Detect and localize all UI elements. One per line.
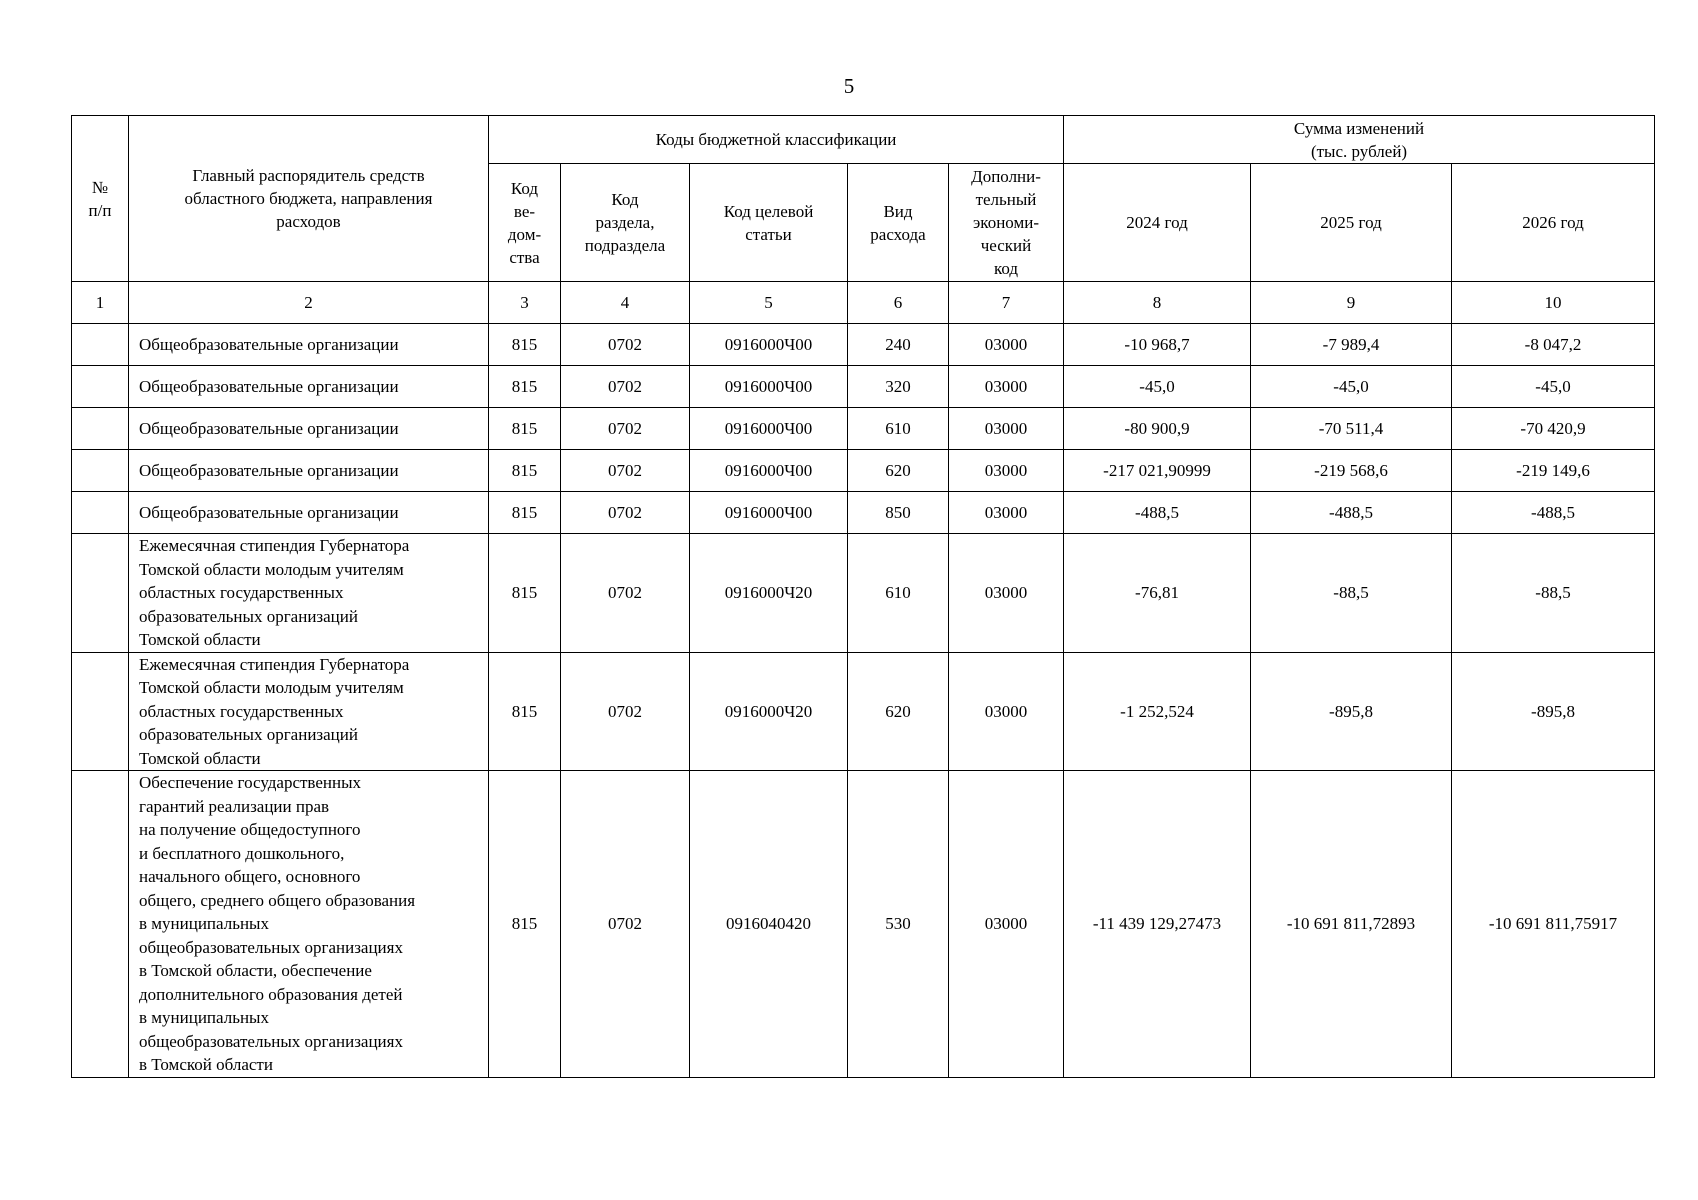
cell-name: Общеобразовательные организации <box>129 366 489 408</box>
column-number: 5 <box>690 282 848 324</box>
cell-target: 0916000Ч20 <box>690 652 848 771</box>
header-econ: Дополни- тельный экономи- ческий код <box>949 164 1064 282</box>
cell-num <box>72 366 129 408</box>
cell-section: 0702 <box>561 408 690 450</box>
column-number: 7 <box>949 282 1064 324</box>
cell-2025: -219 568,6 <box>1251 450 1452 492</box>
cell-section: 0702 <box>561 652 690 771</box>
cell-name: Ежемесячная стипендия Губернатора Томской области молодым учителям областных государственных образовательных организаций Томской области <box>129 534 489 653</box>
cell-num <box>72 408 129 450</box>
cell-section: 0702 <box>561 534 690 653</box>
table-row <box>72 408 1655 450</box>
table-row <box>72 534 1655 653</box>
cell-2026: -488,5 <box>1452 492 1655 534</box>
cell-econ: 03000 <box>949 408 1064 450</box>
cell-expense: 850 <box>848 492 949 534</box>
cell-2026: -70 420,9 <box>1452 408 1655 450</box>
cell-2025: -10 691 811,72893 <box>1251 771 1452 1078</box>
cell-target: 0916000Ч20 <box>690 534 848 653</box>
column-number: 4 <box>561 282 690 324</box>
cell-2024: -10 968,7 <box>1064 324 1251 366</box>
cell-dept: 815 <box>489 324 561 366</box>
cell-dept: 815 <box>489 492 561 534</box>
cell-expense: 320 <box>848 366 949 408</box>
cell-2026: -45,0 <box>1452 366 1655 408</box>
cell-econ: 03000 <box>949 366 1064 408</box>
cell-2025: -88,5 <box>1251 534 1452 653</box>
table-row <box>72 492 1655 534</box>
cell-2025: -70 511,4 <box>1251 408 1452 450</box>
cell-num <box>72 534 129 653</box>
table-row <box>72 324 1655 366</box>
cell-target: 0916000Ч00 <box>690 324 848 366</box>
header-num: № п/п <box>72 116 129 282</box>
table-row <box>72 450 1655 492</box>
table-row <box>72 366 1655 408</box>
cell-2024: -1 252,524 <box>1064 652 1251 771</box>
cell-num <box>72 492 129 534</box>
header-expense: Вид расхода <box>848 164 949 282</box>
cell-2025: -45,0 <box>1251 366 1452 408</box>
cell-2024: -45,0 <box>1064 366 1251 408</box>
column-number-row <box>72 282 1655 324</box>
cell-num <box>72 450 129 492</box>
cell-expense: 530 <box>848 771 949 1078</box>
cell-2025: -488,5 <box>1251 492 1452 534</box>
header-year-2026: 2026 год <box>1452 164 1655 282</box>
budget-changes-table <box>71 115 1655 1078</box>
column-number: 6 <box>848 282 949 324</box>
header-target: Код целевой статьи <box>690 164 848 282</box>
cell-name: Общеобразовательные организации <box>129 324 489 366</box>
cell-name: Ежемесячная стипендия Губернатора Томской области молодым учителям областных государственных образовательных организаций Томской области <box>129 652 489 771</box>
column-number: 9 <box>1251 282 1452 324</box>
cell-2026: -8 047,2 <box>1452 324 1655 366</box>
header-row-top <box>72 116 1655 164</box>
cell-dept: 815 <box>489 652 561 771</box>
table-row <box>72 771 1655 1078</box>
cell-2026: -219 149,6 <box>1452 450 1655 492</box>
cell-2026: -88,5 <box>1452 534 1655 653</box>
cell-expense: 240 <box>848 324 949 366</box>
header-sum-group: Сумма изменений (тыс. рублей) <box>1064 116 1655 164</box>
cell-name: Обеспечение государственных гарантий реализации прав на получение общедоступного и бесплатного дошкольного, начального общего, основного общего, среднего общего образования в муниципальных общеобразовательных организациях в Томской области, обеспечение дополнительного образования детей в муниципальных общеобразовательных организациях в Томской области <box>129 771 489 1078</box>
cell-dept: 815 <box>489 771 561 1078</box>
column-number: 3 <box>489 282 561 324</box>
cell-2024: -80 900,9 <box>1064 408 1251 450</box>
cell-section: 0702 <box>561 492 690 534</box>
column-number: 2 <box>129 282 489 324</box>
cell-name: Общеобразовательные организации <box>129 492 489 534</box>
header-codes-group: Коды бюджетной классификации <box>489 116 1064 164</box>
cell-section: 0702 <box>561 450 690 492</box>
cell-econ: 03000 <box>949 652 1064 771</box>
cell-expense: 610 <box>848 534 949 653</box>
cell-num <box>72 324 129 366</box>
header-dept: Код ве- дом- ства <box>489 164 561 282</box>
cell-econ: 03000 <box>949 324 1064 366</box>
cell-target: 0916000Ч00 <box>690 492 848 534</box>
table-row <box>72 652 1655 771</box>
cell-2026: -10 691 811,75917 <box>1452 771 1655 1078</box>
cell-2026: -895,8 <box>1452 652 1655 771</box>
cell-target: 0916000Ч00 <box>690 408 848 450</box>
header-year-2024: 2024 год <box>1064 164 1251 282</box>
cell-dept: 815 <box>489 534 561 653</box>
cell-2024: -217 021,90999 <box>1064 450 1251 492</box>
cell-target: 0916000Ч00 <box>690 450 848 492</box>
cell-2024: -11 439 129,27473 <box>1064 771 1251 1078</box>
cell-expense: 620 <box>848 450 949 492</box>
cell-num <box>72 771 129 1078</box>
cell-expense: 610 <box>848 408 949 450</box>
cell-dept: 815 <box>489 408 561 450</box>
cell-target: 0916000Ч00 <box>690 366 848 408</box>
cell-2025: -895,8 <box>1251 652 1452 771</box>
cell-econ: 03000 <box>949 492 1064 534</box>
cell-dept: 815 <box>489 366 561 408</box>
header-year-2025: 2025 год <box>1251 164 1452 282</box>
cell-dept: 815 <box>489 450 561 492</box>
cell-econ: 03000 <box>949 450 1064 492</box>
cell-num <box>72 652 129 771</box>
cell-name: Общеобразовательные организации <box>129 408 489 450</box>
cell-expense: 620 <box>848 652 949 771</box>
cell-econ: 03000 <box>949 771 1064 1078</box>
page-number: 5 <box>843 74 855 98</box>
column-number: 8 <box>1064 282 1251 324</box>
column-number: 1 <box>72 282 129 324</box>
cell-2025: -7 989,4 <box>1251 324 1452 366</box>
cell-2024: -76,81 <box>1064 534 1251 653</box>
cell-section: 0702 <box>561 324 690 366</box>
cell-name: Общеобразовательные организации <box>129 450 489 492</box>
cell-section: 0702 <box>561 366 690 408</box>
cell-section: 0702 <box>561 771 690 1078</box>
cell-2024: -488,5 <box>1064 492 1251 534</box>
cell-econ: 03000 <box>949 534 1064 653</box>
column-number: 10 <box>1452 282 1655 324</box>
header-name: Главный распорядитель средств областного бюджета, направления расходов <box>129 116 489 282</box>
cell-target: 0916040420 <box>690 771 848 1078</box>
header-section: Код раздела, подраздела <box>561 164 690 282</box>
